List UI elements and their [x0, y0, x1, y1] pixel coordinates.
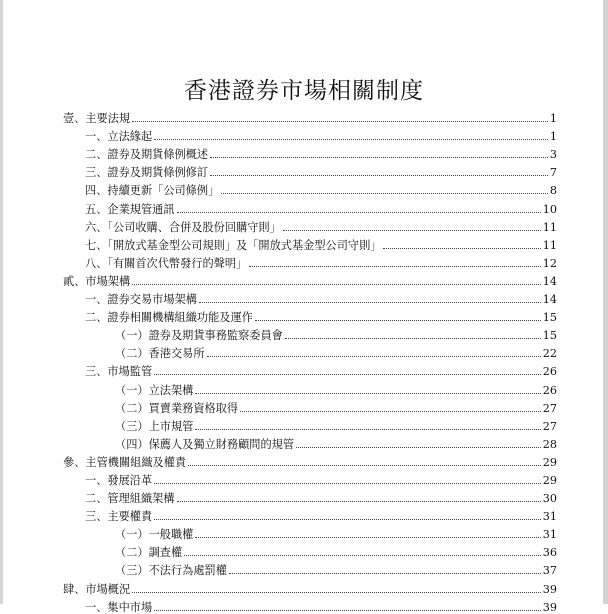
toc-entry-label: 七、「開放式基金型公司規則」及「開放式基金型公司守則」: [85, 238, 382, 252]
toc-entry-label: 二、證券相關機構組織功能及運作: [85, 311, 253, 325]
toc-entry-page-number: 12: [542, 256, 557, 270]
toc-entry-page-number: 15: [542, 311, 557, 325]
toc-entry-page-number: 27: [542, 419, 557, 433]
toc-entry-page-number: 29: [542, 455, 557, 469]
toc-entry[interactable]: [63, 559, 557, 577]
toc-entry-page-number: 26: [542, 383, 557, 397]
toc-entry-label: （一）立法架構: [115, 383, 194, 397]
toc-entry[interactable]: [63, 433, 557, 451]
document-title: 香港證券市場相關制度: [184, 78, 424, 104]
toc-leader-dots: [285, 338, 541, 339]
toc-entry[interactable]: [63, 107, 557, 125]
toc-entry-page-number: 3: [549, 148, 557, 162]
toc-leader-dots: [240, 411, 541, 412]
toc-entry[interactable]: [63, 541, 557, 559]
toc-leader-dots: [199, 302, 541, 303]
toc-entry-page-number: 8: [549, 184, 557, 198]
toc-leader-dots: [154, 139, 548, 140]
toc-entry-label: 肆、市場概況: [63, 582, 131, 596]
toc-entry-label: 貳、市場架構: [63, 274, 131, 288]
toc-leader-dots: [177, 212, 541, 213]
toc-entry[interactable]: [63, 397, 557, 415]
toc-entry-page-number: 27: [542, 401, 557, 415]
toc-leader-dots: [221, 193, 548, 194]
toc-entry[interactable]: [63, 197, 557, 215]
toc-entry[interactable]: [63, 469, 557, 487]
toc-entry-page-number: 29: [542, 473, 557, 487]
toc-entry-page-number: 26: [542, 365, 557, 379]
toc-entry[interactable]: [63, 125, 557, 143]
toc-leader-dots: [207, 356, 541, 357]
toc-leader-dots: [132, 121, 548, 122]
toc-leader-dots: [184, 555, 541, 556]
toc-entry[interactable]: [63, 596, 557, 614]
toc-leader-dots: [195, 537, 540, 538]
toc-entry-page-number: 15: [542, 329, 557, 343]
toc-entry-label: （四）保薦人及獨立財務顧問的規管: [115, 437, 295, 451]
toc-entry-label: （一）證券及期貨事務監察委員會: [115, 329, 283, 343]
toc-entry[interactable]: [63, 216, 557, 234]
toc-entry-label: 三、主要權責: [85, 510, 153, 524]
toc-entry-label: 二、管理組織架構: [85, 492, 175, 506]
toc-entry[interactable]: [63, 378, 557, 396]
toc-entry[interactable]: [63, 179, 557, 197]
toc-entry-page-number: 37: [542, 564, 557, 578]
toc-entry-page-number: 28: [542, 437, 557, 451]
toc-entry-label: 參、主管機關組織及權責: [63, 455, 187, 469]
toc-leader-dots: [210, 175, 548, 176]
toc-entry[interactable]: [63, 342, 557, 360]
toc-entry-label: （二）調查權: [115, 546, 183, 560]
toc-entry[interactable]: [63, 487, 557, 505]
toc-entry-page-number: 39: [542, 582, 557, 596]
toc-entry-label: （二）買賣業務資格取得: [115, 401, 239, 415]
toc-leader-dots: [188, 465, 541, 466]
toc-entry[interactable]: [63, 161, 557, 179]
toc-leader-dots: [210, 157, 548, 158]
toc-leader-dots: [132, 592, 541, 593]
toc-leader-dots: [154, 374, 541, 375]
toc-leader-dots: [154, 519, 541, 520]
toc-entry-label: 八、「有關首次代幣發行的聲明」: [85, 256, 248, 270]
toc-entry-page-number: 10: [542, 202, 557, 216]
toc-entry-label: （二）香港交易所: [115, 347, 205, 361]
toc-entry-label: 三、市場監管: [85, 365, 153, 379]
toc-entry-label: 壹、主要法規: [63, 112, 131, 126]
toc-entry-page-number: 22: [542, 347, 557, 361]
toc-entry[interactable]: [63, 505, 557, 523]
toc-entry-label: 一、發展沿革: [85, 473, 153, 487]
toc-entry-page-number: 7: [549, 166, 557, 180]
toc-entry-label: 二、證券及期貨條例概述: [85, 148, 209, 162]
toc-entry-page-number: 11: [542, 220, 557, 234]
toc-entry-label: 一、證券交易市場架構: [85, 293, 197, 307]
toc-entry-label: （三）不法行為處罰權: [115, 564, 227, 578]
toc-entry[interactable]: [63, 306, 557, 324]
toc-entry-page-number: 11: [542, 238, 557, 252]
toc-entry[interactable]: [63, 577, 557, 595]
toc-entry-label: （三）上市規管: [115, 419, 194, 433]
toc-entry-page-number: 36: [542, 546, 557, 560]
toc-entry-label: 三、證券及期貨條例修訂: [85, 166, 209, 180]
toc-entry-label: （一）一般職權: [115, 528, 194, 542]
toc-leader-dots: [177, 501, 541, 502]
toc-entry[interactable]: [63, 451, 557, 469]
toc-leader-dots: [195, 429, 540, 430]
toc-entry-page-number: 31: [542, 510, 557, 524]
toc-entry-page-number: 1: [549, 112, 557, 126]
toc-entry-label: 六、「公司收購、合併及股份回購守則」: [85, 220, 281, 234]
toc-entry[interactable]: [63, 324, 557, 342]
toc-entry[interactable]: [63, 523, 557, 541]
toc-entry-page-number: 14: [542, 293, 557, 307]
toc-leader-dots: [255, 320, 541, 321]
toc-entry-page-number: 1: [549, 130, 557, 144]
toc-leader-dots: [154, 483, 541, 484]
toc-entry[interactable]: [63, 415, 557, 433]
toc-leader-dots: [132, 284, 541, 285]
toc-entry[interactable]: [63, 143, 557, 161]
toc-entry-page-number: 31: [542, 528, 557, 542]
toc-entry-label: 一、集中市場: [85, 600, 153, 614]
toc-leader-dots: [195, 393, 540, 394]
toc-entry[interactable]: [63, 234, 557, 252]
toc-leader-dots: [383, 248, 540, 249]
toc-entry-page-number: 14: [542, 274, 557, 288]
toc-entry[interactable]: [63, 270, 557, 288]
toc-entry-page-number: 39: [542, 600, 557, 614]
toc-entry-label: 五、企業規管通訊: [85, 202, 175, 216]
table-of-contents: [63, 107, 557, 614]
toc-entry-label: 四、持續更新「公司條例」: [85, 184, 220, 198]
toc-entry[interactable]: [63, 288, 557, 306]
toc-leader-dots: [283, 230, 541, 231]
toc-entry[interactable]: [63, 360, 557, 378]
toc-entry-label: 一、立法緣起: [85, 130, 153, 144]
toc-leader-dots: [229, 573, 541, 574]
toc-entry[interactable]: [63, 252, 557, 270]
toc-leader-dots: [154, 610, 541, 611]
toc-leader-dots: [249, 266, 541, 267]
toc-entry-page-number: 30: [542, 492, 557, 506]
toc-leader-dots: [296, 447, 541, 448]
